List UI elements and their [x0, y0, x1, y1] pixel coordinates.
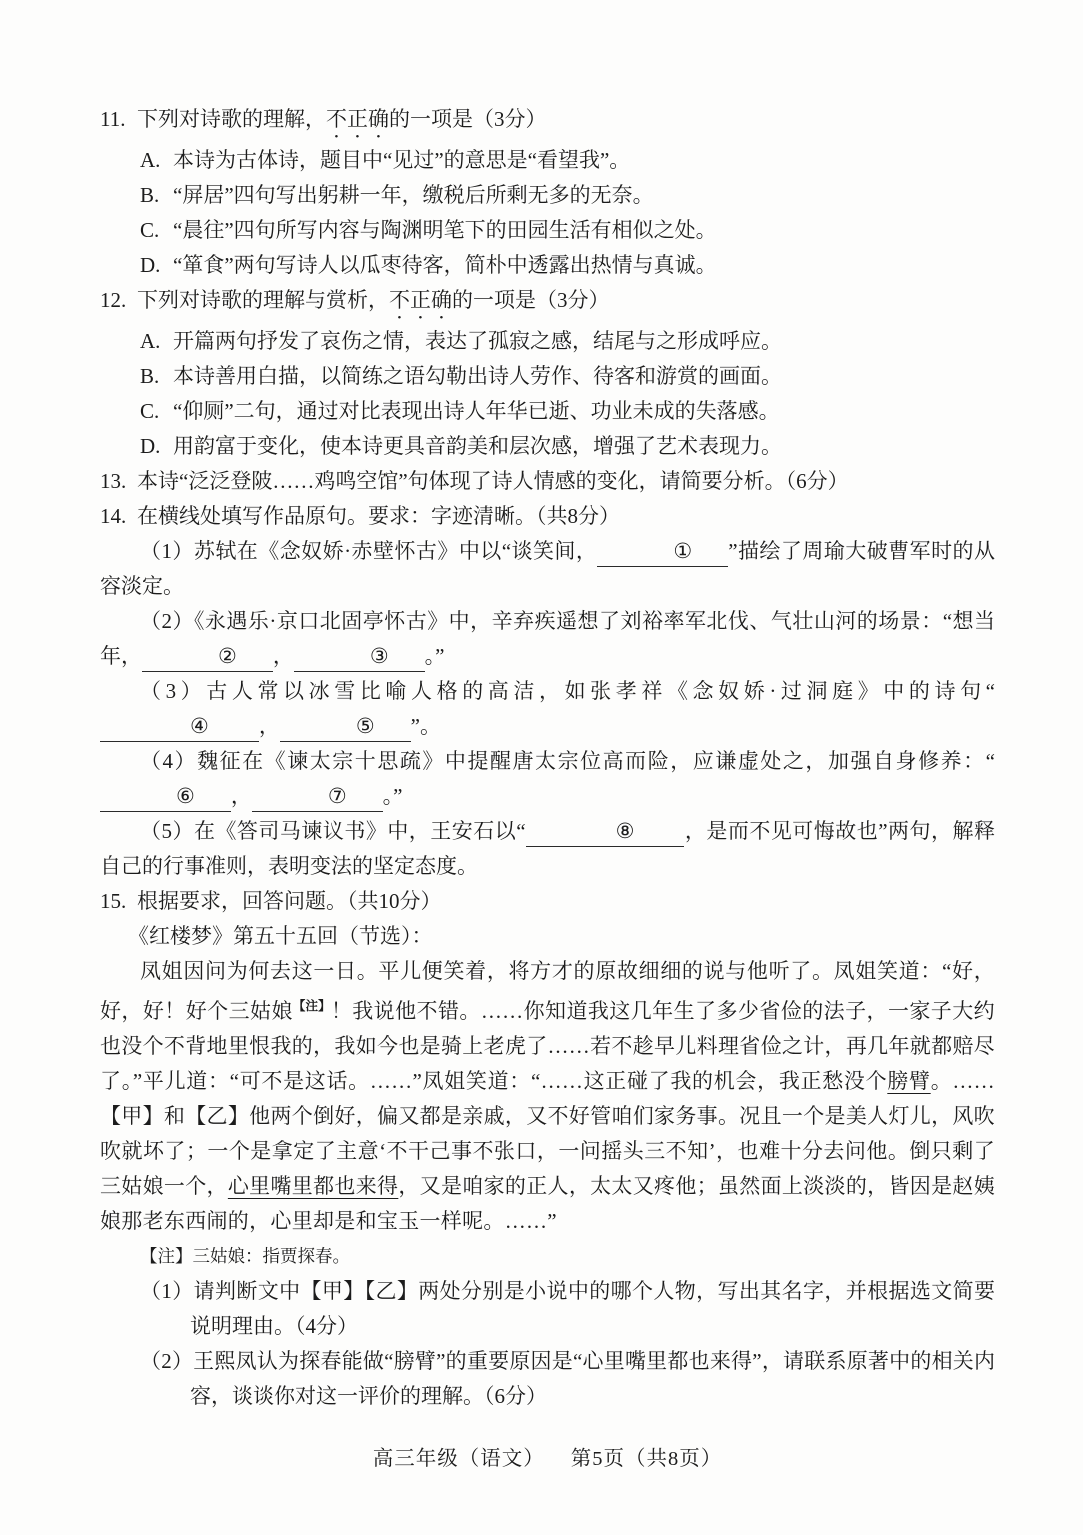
option-text: “屏居”四句写出躬耕一年，缴税后所剩无多的无奈。: [173, 183, 654, 207]
question-15-stem: [100, 884, 995, 919]
option-c: [100, 213, 995, 248]
note-reference-mark: 【注】: [292, 999, 331, 1013]
stem-text: 在横线处填写作品原句。要求：字迹清晰。（共8分）: [137, 504, 620, 528]
option-label: B.: [140, 183, 160, 207]
footnote: 【注】三姑娘：指贾探春。: [140, 1246, 350, 1266]
question-11-stem: [100, 102, 995, 143]
option-d: [100, 429, 995, 464]
underlined-phrase-bangbi: 膀臂: [887, 1069, 931, 1093]
question-number: 14.: [100, 504, 127, 528]
question-14: [100, 499, 995, 884]
question-number: 11.: [100, 107, 126, 131]
option-label: D.: [140, 253, 161, 277]
option-a: [100, 143, 995, 178]
page-footer: [100, 1442, 995, 1477]
option-label: D.: [140, 434, 161, 458]
emphasized-text: 不正确: [389, 288, 452, 312]
option-c: [100, 394, 995, 429]
fill-item-2: （2）《永遇乐·京口北固亭怀古》中，辛弃疾遥想了刘裕率军北伐、气壮山河的场景：“想当年， ② ， ③ 。”: [100, 604, 995, 674]
sub-question-1: [100, 1274, 995, 1344]
question-12-stem: [100, 283, 995, 324]
option-text: “晨往”四句所写内容与陶渊明笔下的田园生活有相似之处。: [173, 218, 717, 242]
question-number: 12.: [100, 288, 127, 312]
fill-item-5: （5）在《答司马谏议书》中，王安石以“ ⑧ ，是而不见可悔故也”两句，解释自己的行事准则，表明变法的坚定态度。: [100, 819, 995, 878]
answer-blank-5: ⑤: [280, 713, 411, 742]
fill-item-3: （3）古人常以冰雪比喻人格的高洁，如张孝祥《念奴娇·过洞庭》中的诗句“④ ， ⑤ ”。: [100, 674, 995, 744]
question-12: [100, 283, 995, 464]
answer-blank-8: ⑧: [526, 818, 685, 847]
option-b: [100, 178, 995, 213]
answer-blank-3: ③: [294, 643, 425, 672]
option-label: C.: [140, 399, 160, 423]
footer-grade-subject: 高三年级（语文）: [372, 1448, 545, 1470]
option-a: [100, 324, 995, 359]
fill-item-1: （1）苏轼在《念奴娇·赤壁怀古》中以“谈笑间， ① ”描绘了周瑜大破曹军时的从容淡定。: [100, 539, 996, 598]
option-text: “仰厕”二句，通过对比表现出诗人年华已逝、功业未成的失落感。: [173, 399, 780, 423]
underlined-phrase-xinli: 心里嘴里都也来得: [227, 1174, 399, 1198]
stem-text: 下列对诗歌的理解与赏析，不正确的一项是（3分）: [137, 288, 610, 312]
option-label: B.: [140, 364, 160, 388]
question-number: 13.: [100, 469, 127, 493]
option-b: [100, 359, 995, 394]
question-text: 本诗“泛泛登陂……鸡鸣空馆”句体现了诗人情感的变化，请简要分析。（6分）: [137, 469, 849, 493]
option-d: [100, 248, 995, 283]
question-13: [100, 464, 995, 499]
option-text: 本诗为古体诗，题目中“见过”的意思是“看望我”。: [173, 148, 631, 172]
question-15: [100, 884, 995, 1414]
stem-text: 根据要求，回答问题。（共10分）: [137, 889, 442, 913]
option-label: A.: [140, 329, 161, 353]
option-text: “箪食”两句写诗人以瓜枣待客，简朴中透露出热情与真诚。: [173, 253, 717, 277]
sub-question-text: 请判断文中【甲】【乙】两处分别是小说中的哪个人物，写出其名字，并根据选文简要说明理由。（4分）: [190, 1279, 995, 1338]
answer-blank-1: ①: [597, 538, 728, 567]
option-text: 本诗善用白描，以简练之语勾勒出诗人劳作、待客和游赏的画面。: [173, 364, 782, 388]
answer-blank-4: ④: [100, 713, 259, 742]
option-text: 开篇两句抒发了哀伤之情，表达了孤寂之感，结尾与之形成呼应。: [173, 329, 782, 353]
stem-text: 下列对诗歌的理解，不正确的一项是（3分）: [137, 107, 547, 131]
emphasized-text: 不正确: [326, 107, 389, 131]
option-text: 用韵富于变化，使本诗更具音韵美和层次感，增强了艺术表现力。: [173, 434, 782, 458]
answer-blank-7: ⑦: [252, 783, 383, 812]
question-14-stem: [100, 499, 995, 534]
sub-question-label: （2）: [140, 1349, 194, 1373]
novel-excerpt: 凤姐因问为何去这一日。平儿便笑着，将方才的原故细细的说与他听了。凤姐笑道：“好，好，好！好个三姑娘$^{【注】}$！我说他不错。……你知道我这几年生了多少省俭的法子，一家子大约也没个不背地里恨我的，我如今也是骑上老虎了……若不趁早儿料理省俭之计，再几年就都赔尽了。”平儿道：“可不是这话。……”凤姐笑道：“……这正碰了我的机会，我正愁没个膀臂。……【甲】和【乙】他两个倒好，偏又都是亲戚，又不好管咱们家务事。况且一个是美人灯儿，风吹吹就坏了；一个是拿定了主意‘不干己事不张口，一问摇头三不知’，也难十分去问他。倒只剩了三姑娘一个，心里嘴里都也来得，又是咱家的正人，太太又疼他；虽然面上淡淡的，皆因是赵姨娘那老东西闹的，心里却是和宝玉一样呢。……”: [100, 959, 995, 1233]
sub-question-2: [100, 1344, 995, 1414]
answer-blank-2: ②: [142, 643, 273, 672]
option-label: C.: [140, 218, 160, 242]
option-label: A.: [140, 148, 161, 172]
sub-question-text: 王熙凤认为探春能做“膀臂”的重要原因是“心里嘴里都也来得”，请联系原著中的相关内容，谈谈你对这一评价的理解。（6分）: [190, 1349, 996, 1408]
answer-blank-6: ⑥: [100, 783, 231, 812]
sub-question-label: （1）: [140, 1279, 194, 1303]
excerpt-source-title: 《红楼梦》第五十五回（节选）：: [128, 924, 433, 948]
fill-item-4: （4）魏征在《谏太宗十思疏》中提醒唐太宗位高而险，应谦虚处之，加强自身修养：“⑥ ， ⑦ 。”: [100, 744, 995, 814]
footer-page-number: 第5页（共8页）: [570, 1448, 723, 1470]
question-number: 15.: [100, 889, 127, 913]
question-11: [100, 102, 995, 283]
